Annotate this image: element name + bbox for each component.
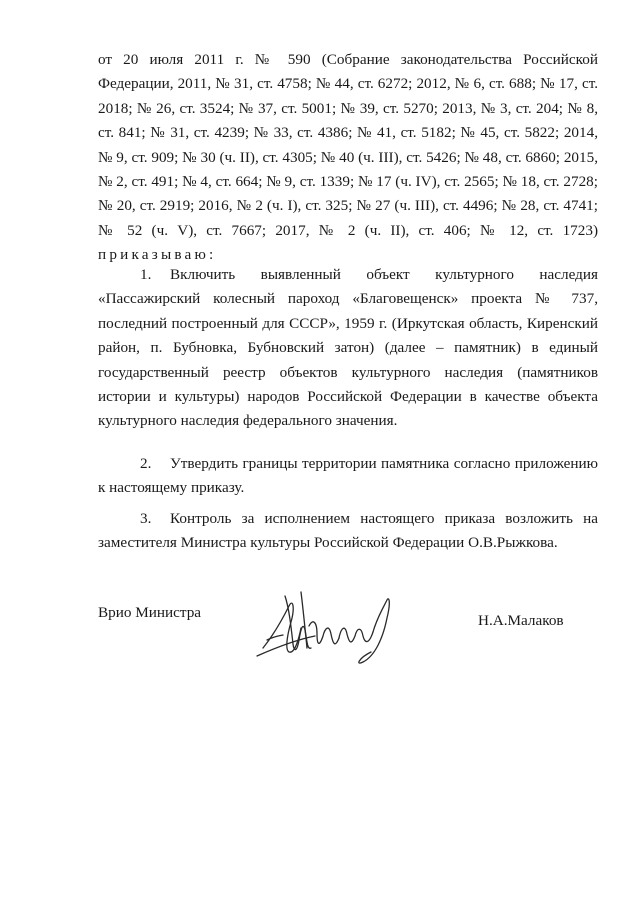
intro-paragraph — [98, 48, 598, 268]
item-1-text: Включить выявленный объект культурного наследия «Пассажирский колесный пароход «Благовещенск» проекта № 737, последний построенный для СССР», 1959 г. (Иркутская область, Киренский район, п. Бубновка, Бубновский затон) (далее – памятник) в единый государственный реестр объектов культурного наследия (памятников истории и культуры) народов Российской Федерации в качестве объекта культурного наследия федерального значения. — [98, 266, 598, 430]
intro-text: от 20 июля 2011 г. № 590 (Собрание законодательства Российской Федерации, 2011, № 31, ст. 4758; № 44, ст. 6272; 2012, № 6, ст. 688; № 17, ст. 2018; № 26, ст. 3524; № 37, ст. 5001; № 39, ст. 5270; 2013, № 3, ст. 204; № 8, ст. 841; № 31, ст. 4239; № 33, ст. 4386; № 41, ст. 5182; № 45, ст. 5822; 2014, № 9, ст. 909; № 30 (ч. II), ст. 4305; № 40 (ч. III), ст. 5426; № 48, ст. 6860; 2015, № 2, ст. 491; № 4, ст. 664; № 9, ст. 1339; № 17 (ч. IV), ст. 2565; № 18, ст. 2728; № 20, ст. 2919; 2016, № 2 (ч. I), ст. 325; № 27 (ч. III), ст. 4496; № 28, ст. 4741; № 52 (ч. V), ст. 7667; 2017, № 2 (ч. II), ст. 406; № 12, ст. 1723) — [98, 51, 598, 239]
item-1-number: 1. — [140, 266, 152, 283]
item-2 — [98, 452, 598, 501]
item-3-number: 3. — [140, 510, 152, 527]
handwritten-signature-icon — [255, 578, 405, 678]
item-3 — [98, 507, 598, 556]
item-2-number: 2. — [140, 455, 152, 472]
item-3-text: Контроль за исполнением настоящего приказа возложить на заместителя Министра культуры Российской Федерации О.В.Рыжкова. — [98, 510, 598, 552]
order-word: приказываю: — [98, 246, 217, 264]
item-2-text: Утвердить границы территории памятника согласно приложению к настоящему приказу. — [98, 455, 598, 497]
item-1 — [98, 263, 598, 434]
signatory-title: Врио Министра — [98, 604, 202, 621]
signatory-name: Н.А.Малаков — [478, 612, 564, 629]
